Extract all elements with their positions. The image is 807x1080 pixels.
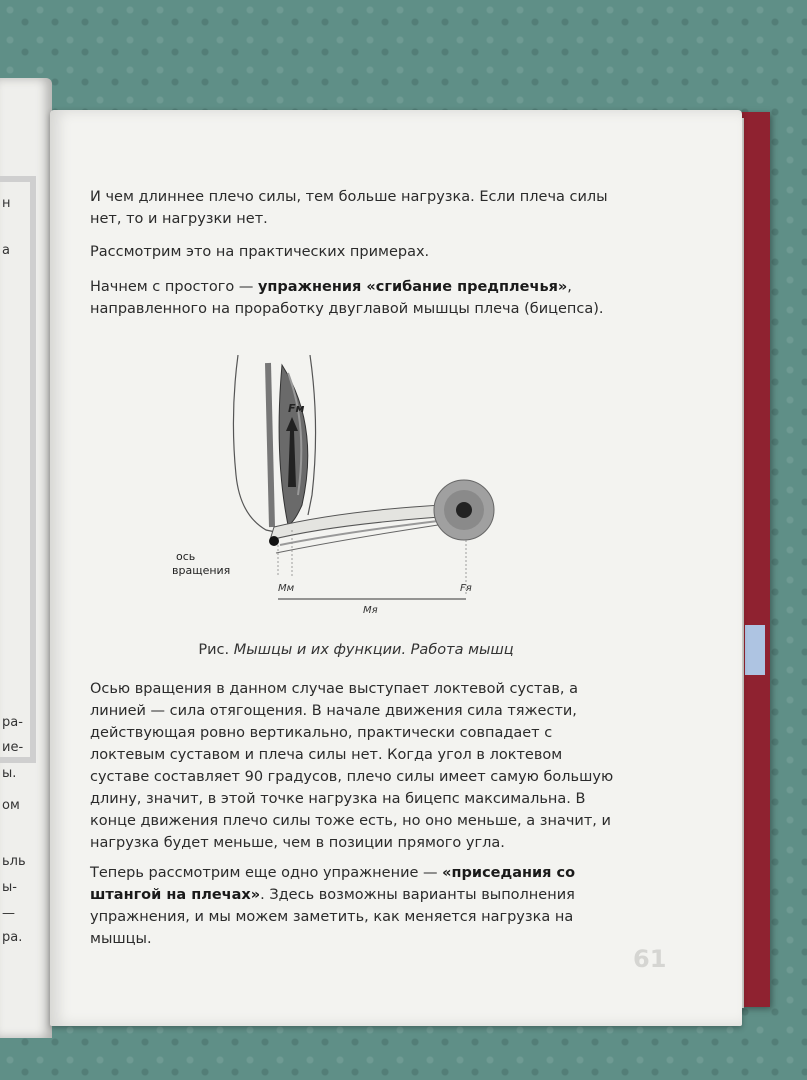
axis-label-2: вращения bbox=[172, 564, 231, 577]
left-page-fragment: ы. bbox=[2, 766, 17, 781]
force-muscle-label: Fм bbox=[288, 402, 305, 415]
left-page-fragment: ие- bbox=[2, 740, 24, 755]
paragraph-3-text-end: , направленного на проработку двуглавой мышцы плеча (бицепса). bbox=[90, 279, 604, 317]
force-load-label: Fя bbox=[460, 583, 472, 594]
upper-arm-back-outline bbox=[308, 355, 316, 515]
humerus-bone bbox=[268, 363, 272, 527]
caption-text: Мышцы и их функции. Работа мышц bbox=[233, 642, 514, 658]
figure-caption bbox=[90, 642, 622, 658]
biceps-figure bbox=[170, 355, 510, 625]
left-page-fragment: ра. bbox=[2, 930, 23, 945]
paragraph-3-text: Начнем с простого — bbox=[90, 279, 258, 295]
arm-diagram bbox=[170, 355, 510, 625]
left-page-fragment: ра- bbox=[2, 715, 23, 730]
exercise-name-squat: «приседания со штангой на плечах» bbox=[90, 865, 576, 903]
caption-prefix: Рис. bbox=[198, 642, 234, 658]
paragraph-5-text: Теперь рассмотрим еще одно упражнение — bbox=[90, 865, 443, 881]
exercise-name-curl: упражнения «сгибание предплечья» bbox=[257, 279, 568, 295]
bookmark-ribbon bbox=[745, 625, 765, 675]
left-page-fragment: ом bbox=[2, 798, 20, 813]
paragraph-5 bbox=[90, 862, 622, 950]
left-page-fragment: ьль bbox=[2, 854, 26, 869]
rotation-axis-dot bbox=[269, 536, 279, 546]
left-page-fragment: а bbox=[2, 243, 10, 258]
paragraph-2: Рассмотрим это на практических примерах. bbox=[90, 244, 430, 260]
moment-load-label: Mя bbox=[363, 605, 378, 616]
left-page bbox=[0, 78, 52, 1038]
paragraph-1: И чем длиннее плечо силы, тем больше нагрузка. Если плеча силы нет, то и нагрузки нет. bbox=[90, 189, 608, 227]
page-number: 61 bbox=[633, 945, 667, 973]
paragraph-4: Осью вращения в данном случае выступает локтевой сустав, а линией — сила отягощения. В начале движения сила тяжести, действующая ровно вертикально, практически совпадает с локтевым суставом и плеча силы нет. Когда угол в локтевом суставе составляет 90 градусов, плечо силы имеет самую большую длину, значит, в этой точке нагрузка на бицепс максимальна. В конце движения плечо силы тоже есть, но оно меньше, а значит, и нагрузка будет меньше, чем в позиции прямого угла. bbox=[90, 681, 614, 851]
paragraph-3 bbox=[90, 276, 622, 320]
left-page-frame bbox=[0, 176, 36, 763]
left-page-fragment: — bbox=[2, 906, 15, 921]
left-page-fragment: ы- bbox=[2, 880, 17, 895]
moment-muscle-label: Mм bbox=[278, 583, 295, 594]
paragraph-5-text-end: . Здесь возможны варианты выполнения упражнения, и мы можем заметить, как меняется нагрузка на мышцы. bbox=[90, 887, 575, 947]
axis-label-1: ось bbox=[176, 550, 196, 563]
left-page-fragment: н bbox=[2, 196, 11, 211]
weight-plate-hub bbox=[456, 502, 472, 518]
